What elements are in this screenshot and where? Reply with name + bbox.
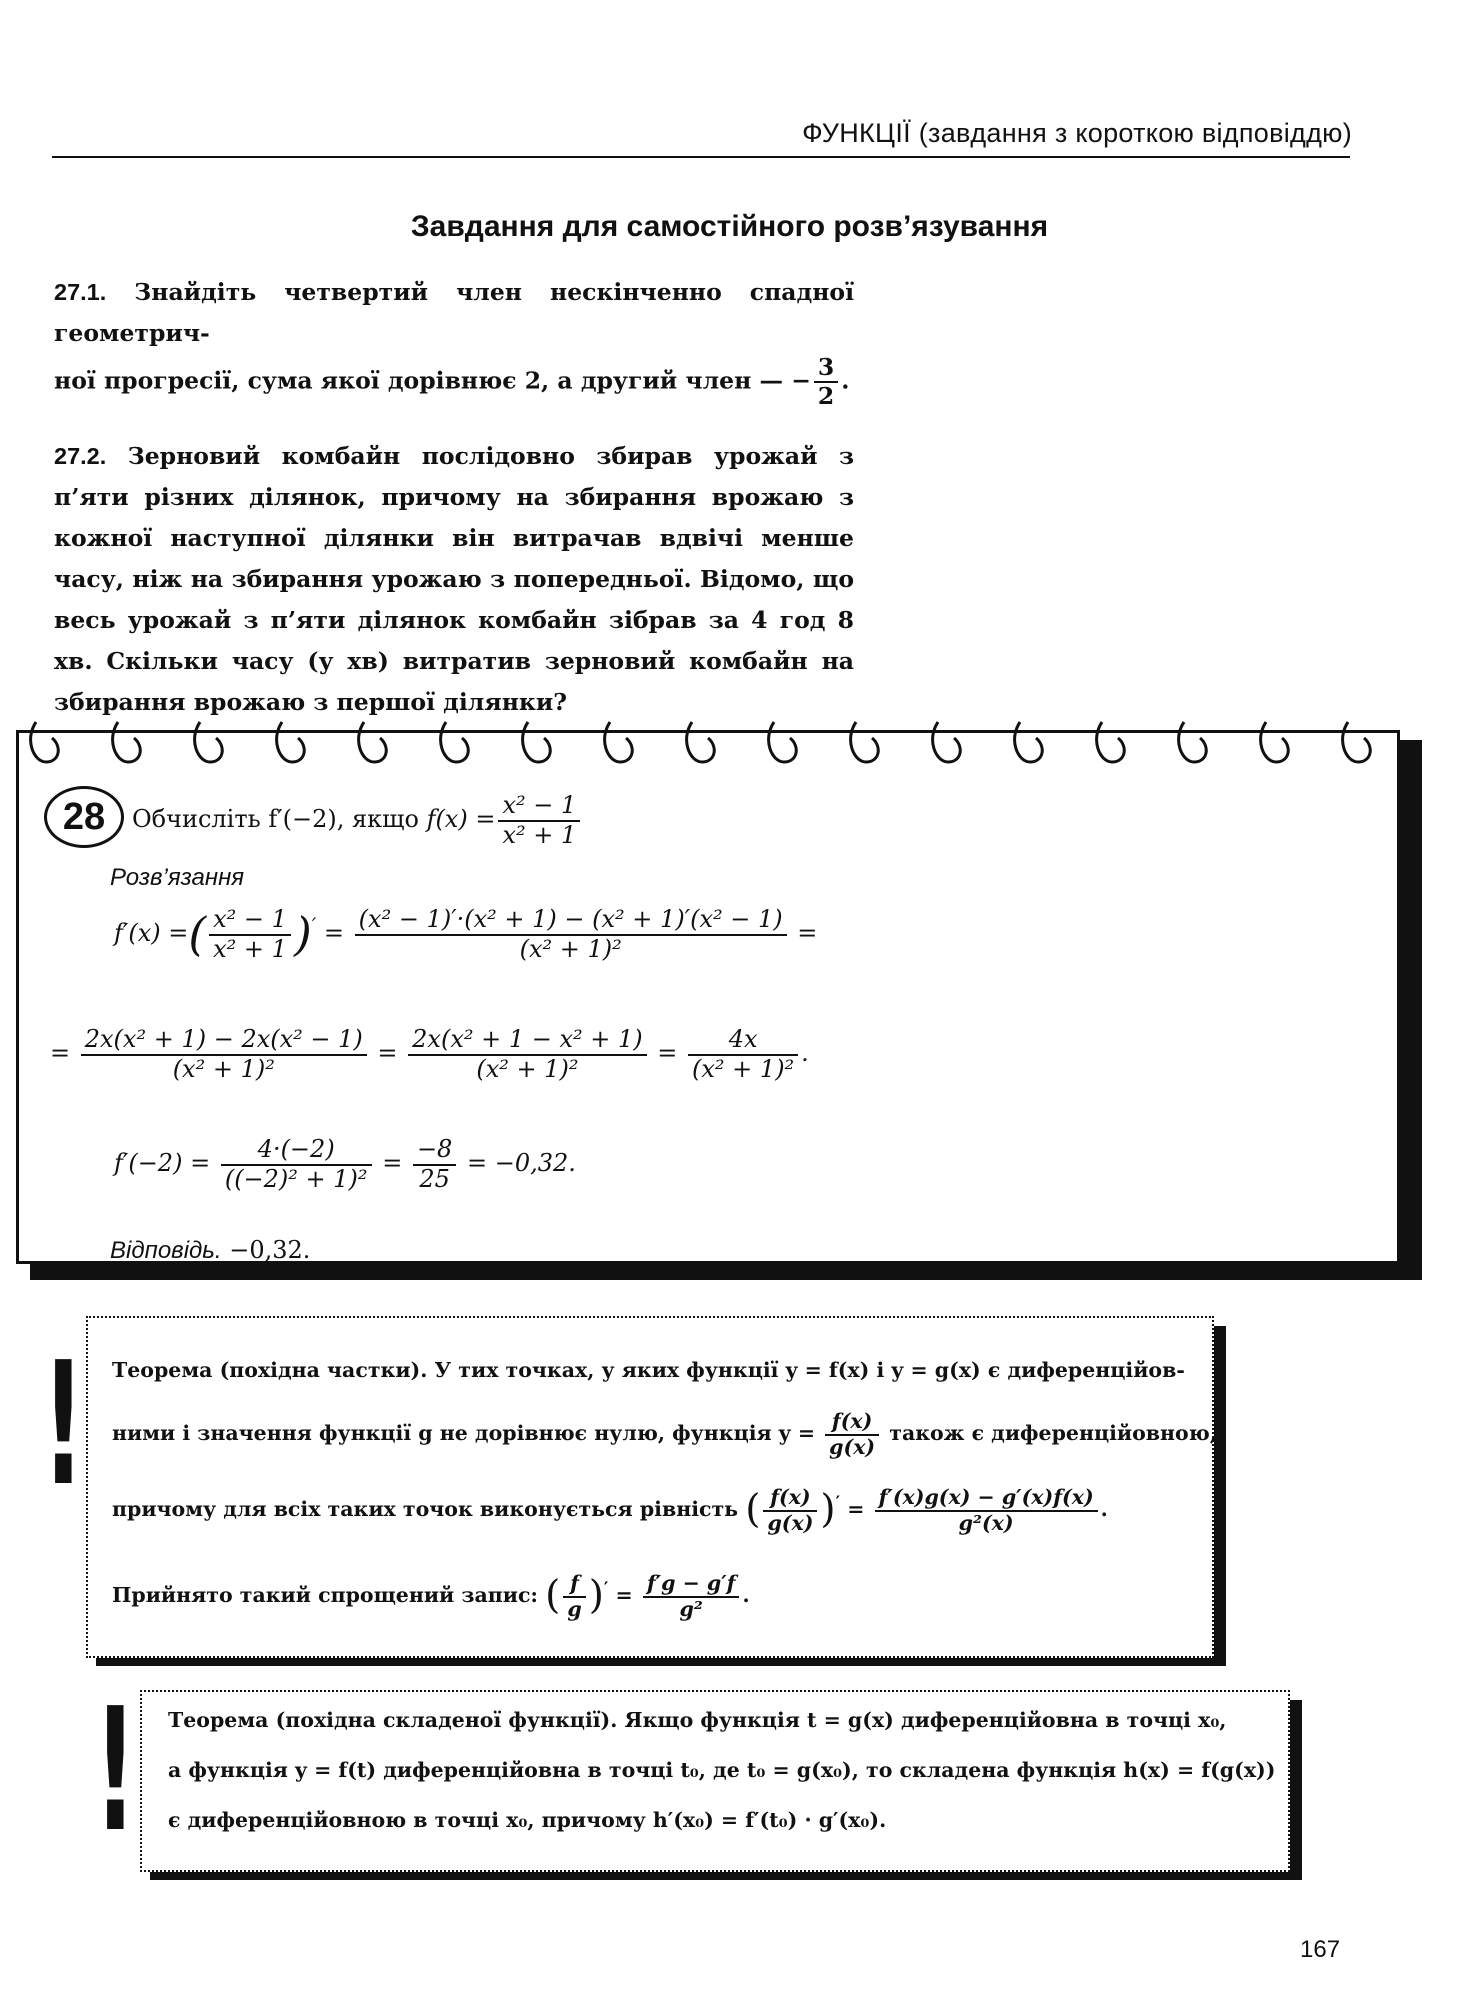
step2-numerator-3: 4x xyxy=(688,1026,798,1056)
step2-fraction-1 xyxy=(81,1026,367,1083)
left-paren: ( xyxy=(188,907,207,961)
notebook-ring xyxy=(769,722,797,762)
equals-lead: = xyxy=(50,1039,71,1068)
theorem1-text-4: Прийнято такий спрощений запис: xyxy=(112,1583,538,1608)
equals: = xyxy=(323,919,345,948)
short-inner-fraction xyxy=(563,1572,585,1621)
short-inner-denominator: g xyxy=(567,1596,582,1621)
solution-label: Розв’язання xyxy=(110,864,245,891)
running-head: ФУНКЦІЇ (завдання з короткою відповіддю) xyxy=(802,118,1352,148)
prime-mark: ′ xyxy=(603,1579,609,1600)
step2-denominator-2: (x² + 1)² xyxy=(476,1054,579,1083)
theorem1-line1 xyxy=(112,1358,1185,1382)
sentence-end: . xyxy=(841,366,850,395)
step2-fraction-2 xyxy=(408,1026,646,1083)
theorem1-shadow-bottom xyxy=(96,1658,1226,1666)
step3-numerator-2: −8 xyxy=(413,1136,456,1166)
fraction xyxy=(814,354,838,410)
sentence-end: . xyxy=(742,1583,750,1608)
task-text: Зерновий комбайн послідовно збирав урожай з п’яти різних ділянок, причому на збирання врожаю з кожної наступної ділянки він витрачав вдвічі менше часу, ніж на збирання урожаю з попередньої. Відомо, що весь урожай з п’яти ділянок комбайн зібрав за 4 год 8 хв. Скільки часу (у хв) витратив зерновий комбайн на збирання врожаю з першої ділянки? xyxy=(54,442,854,716)
example-number-badge: 28 xyxy=(44,786,124,848)
function-fraction xyxy=(498,792,580,849)
quotient-denominator: g(x) xyxy=(829,1434,876,1459)
equals: = xyxy=(615,1583,633,1608)
notebook-ring xyxy=(523,722,551,762)
step3-denominator-2: 25 xyxy=(419,1164,450,1193)
short-inner-numerator: f xyxy=(563,1572,585,1598)
fraction-numerator: 3 xyxy=(814,354,838,383)
theorem2-shadow xyxy=(1290,1700,1302,1878)
function-definition: f(x) = xyxy=(426,805,496,834)
value-lhs: f′(−2) = xyxy=(114,1149,211,1178)
step2-numerator-1: 2x(x² + 1) − 2x(x² − 1) xyxy=(81,1026,367,1056)
prime-mark: ′ xyxy=(835,1493,841,1514)
rule-inner-denominator: g(x) xyxy=(767,1510,814,1535)
prime-mark: ′ xyxy=(311,913,317,938)
theorem2-line3: є диференційовною в точці x₀, причому h′(x₀) = f′(t₀) · g′(x₀). xyxy=(168,1808,887,1832)
example-prompt-text: Обчисліть f′(−2), якщо xyxy=(132,805,419,834)
step3-numerator-1: 4·(−2) xyxy=(221,1136,372,1166)
sentence-end: . xyxy=(801,1039,809,1068)
rule-inner-numerator: f(x) xyxy=(763,1486,817,1512)
equals: = xyxy=(377,1039,398,1068)
notebook-ring xyxy=(359,722,387,762)
inner-numerator: x² − 1 xyxy=(209,906,291,936)
theorem1-shadow xyxy=(1214,1326,1226,1664)
notebook-rings xyxy=(16,712,1400,772)
quotient-rule-denominator: g²(x) xyxy=(958,1510,1014,1535)
theorem2-line1 xyxy=(168,1708,1226,1732)
right-paren: ) xyxy=(820,1487,836,1533)
notebook-ring xyxy=(933,722,961,762)
page-number: 167 xyxy=(1300,1936,1341,1963)
theorem2-text-1: Якщо функція t = g(x) диференційовна в точці x₀, xyxy=(624,1708,1227,1732)
task-number: 27.1. xyxy=(54,279,107,305)
notebook-ring xyxy=(1015,722,1043,762)
function-denominator: x² + 1 xyxy=(502,820,577,849)
task-number: 27.2. xyxy=(54,443,107,469)
theorem1-line3 xyxy=(112,1486,1108,1535)
right-paren: ) xyxy=(293,907,312,961)
theorem2-title: Теорема (похідна складеної функції). xyxy=(168,1708,618,1732)
notebook-ring xyxy=(851,722,879,762)
exclamation-mark: ! xyxy=(94,1672,137,1870)
rule-inner-fraction xyxy=(763,1486,817,1535)
notebook-ring xyxy=(277,722,305,762)
notebook-ring xyxy=(1097,722,1125,762)
answer-value: −0,32. xyxy=(229,1236,311,1264)
short-rule-fraction xyxy=(643,1572,740,1621)
exclamation-mark: ! xyxy=(42,1326,85,1524)
step3-fraction-1 xyxy=(221,1136,372,1193)
quotient-rule-numerator: f′(x)g(x) − g′(x)f(x) xyxy=(875,1486,1098,1512)
notebook-ring xyxy=(687,722,715,762)
fraction-sign: − xyxy=(791,366,811,395)
step2-numerator-2: 2x(x² + 1 − x² + 1) xyxy=(408,1026,646,1056)
equals-tail: = xyxy=(797,919,818,948)
solution-step-2 xyxy=(50,1026,809,1083)
notebook-ring xyxy=(113,722,141,762)
inner-fraction xyxy=(209,906,291,963)
equals: = xyxy=(657,1039,678,1068)
section-title: Завдання для самостійного розв’язування xyxy=(410,210,1049,243)
theorem1-title: Теорема (похідна частки). xyxy=(112,1358,428,1382)
quotient-fraction xyxy=(825,1410,879,1459)
solution-step-3 xyxy=(114,1136,576,1193)
step2-denominator-1: (x² + 1)² xyxy=(172,1054,275,1083)
left-paren: ( xyxy=(545,1573,561,1619)
theorem1-text-2a: ними і значення функції g не дорівнює нулю, функція y = xyxy=(112,1421,816,1446)
fraction-denominator: 2 xyxy=(817,382,835,411)
notebook-ring xyxy=(605,722,633,762)
sentence-end: . xyxy=(1100,1497,1108,1522)
theorem1-text-2b: також є диференційовною, xyxy=(889,1421,1217,1446)
theorem1-line4 xyxy=(112,1572,750,1621)
notebook-ring xyxy=(1179,722,1207,762)
right-paren: ) xyxy=(588,1573,604,1619)
step3-denominator-1: ((−2)² + 1)² xyxy=(224,1164,368,1193)
answer-label: Відповідь. xyxy=(110,1237,222,1264)
quotient-numerator: (x² − 1)′·(x² + 1) − (x² + 1)′(x² − 1) xyxy=(355,906,787,936)
step2-denominator-3: (x² + 1)² xyxy=(692,1054,795,1083)
notebook-ring xyxy=(31,722,59,762)
task-text-line1: Знайдіть четвертий член нескінченно спадної геометрич- xyxy=(54,278,854,347)
quotient-rule-fraction xyxy=(875,1486,1098,1535)
header-rule xyxy=(52,156,1350,158)
function-numerator: x² − 1 xyxy=(498,792,580,822)
equals: = xyxy=(382,1149,403,1178)
solution-step-1 xyxy=(114,906,817,963)
notebook-ring xyxy=(195,722,223,762)
task-27-1 xyxy=(54,272,854,410)
notebook-ring xyxy=(1261,722,1289,762)
theorem1-text-1: У тих точках, у яких функції y = f(x) і y = g(x) є диференційов- xyxy=(434,1358,1185,1382)
quotient-rule-fraction xyxy=(355,906,787,963)
step3-fraction-2 xyxy=(413,1136,456,1193)
inner-denominator: x² + 1 xyxy=(213,934,287,963)
theorem2-shadow-bottom xyxy=(150,1872,1302,1880)
derivative-lhs: f′(x) = xyxy=(114,919,189,948)
result: = −0,32. xyxy=(466,1149,576,1178)
left-paren: ( xyxy=(745,1487,761,1533)
notebook-ring xyxy=(1343,722,1371,762)
task-text-line2: ної прогресії, сума якої дорівнює 2, а другий член — xyxy=(54,366,784,395)
example-prompt xyxy=(132,792,583,849)
answer-line xyxy=(110,1236,310,1265)
quotient-denominator: (x² + 1)² xyxy=(519,934,622,963)
short-rule-numerator: f′g − g′f xyxy=(643,1572,740,1598)
equals: = xyxy=(847,1497,865,1522)
quotient-numerator: f(x) xyxy=(825,1410,879,1436)
task-27-2 xyxy=(54,436,854,723)
theorem1-line2 xyxy=(112,1410,1217,1459)
theorem2-line2: а функція y = f(t) диференційовна в точці t₀, де t₀ = g(x₀), то складена функція h(x) = f(g(x)) xyxy=(168,1758,1276,1782)
notebook-ring xyxy=(441,722,469,762)
short-rule-denominator: g² xyxy=(679,1596,703,1621)
step2-fraction-3 xyxy=(688,1026,798,1083)
theorem1-text-3: причому для всіх таких точок виконується рівність xyxy=(112,1497,739,1522)
